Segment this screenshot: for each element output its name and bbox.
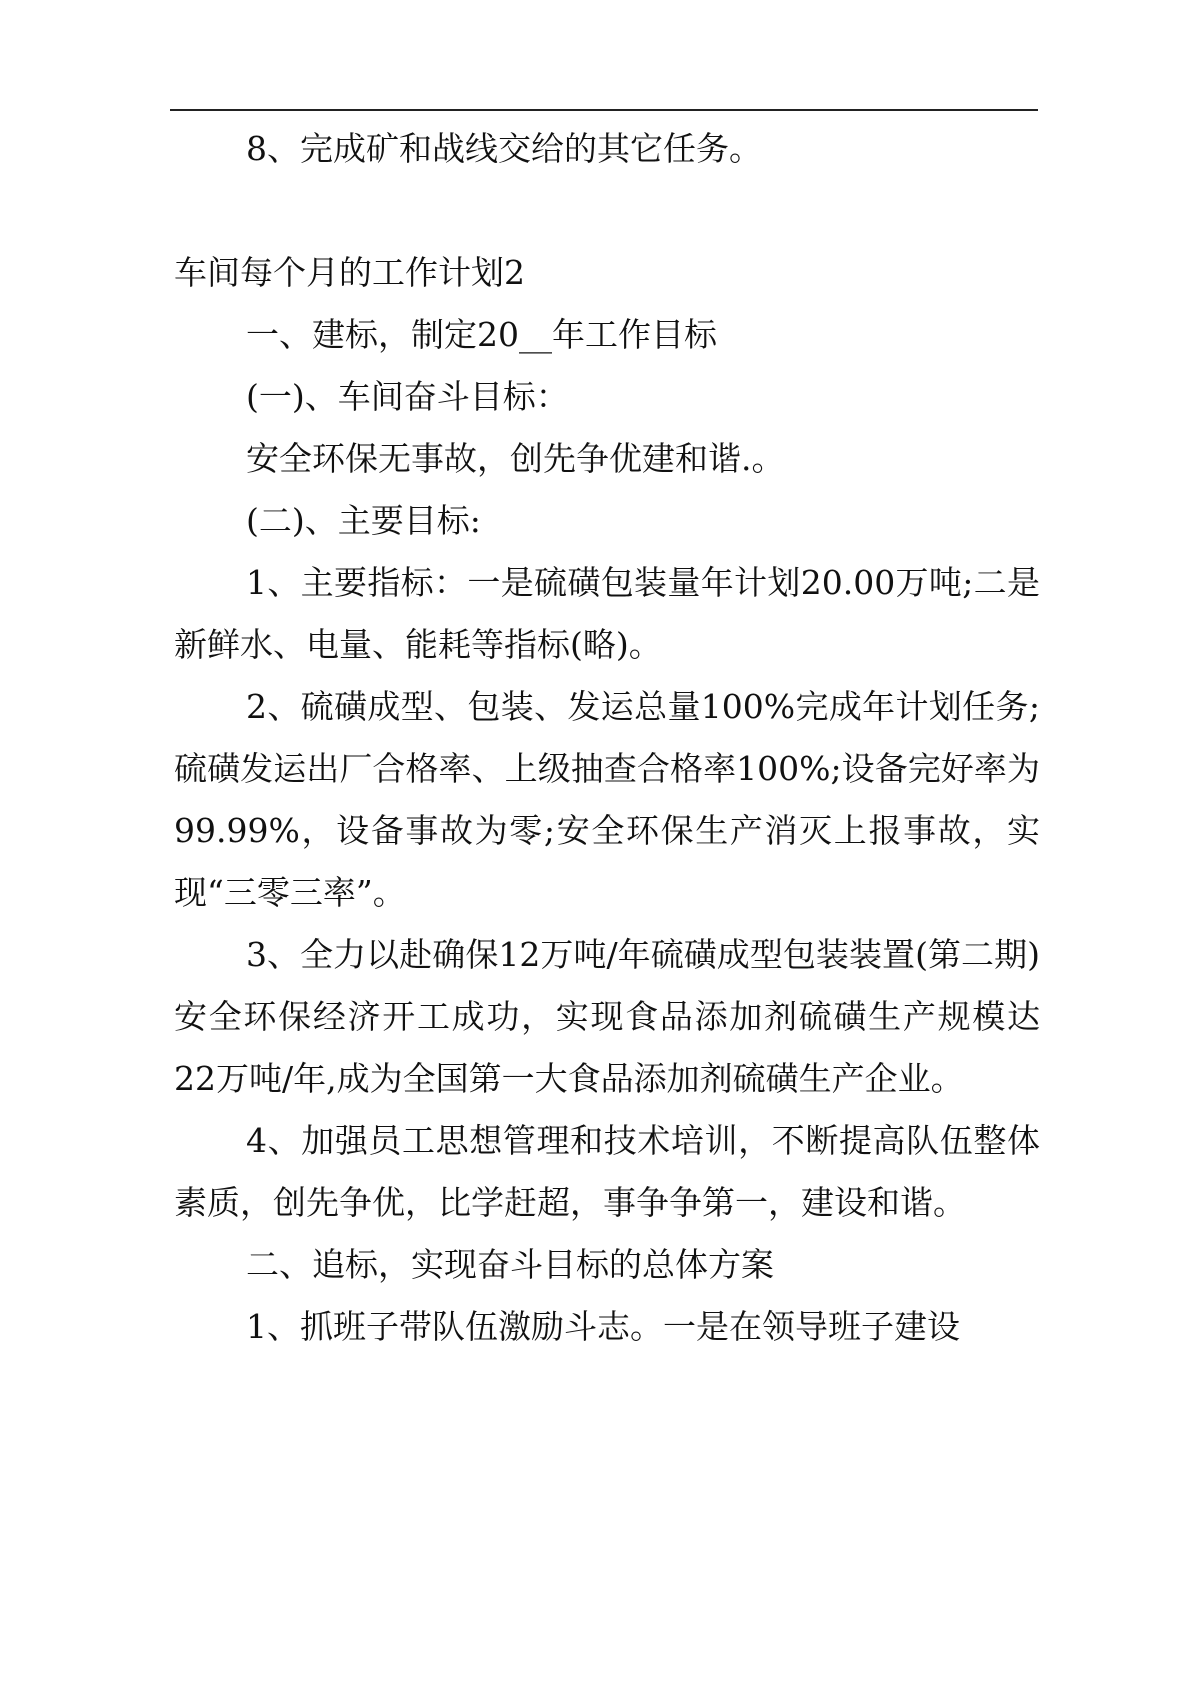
goal-item-3: 3、全力以赴确保12万吨/年硫磺成型包装装置(第二期)安全环保经济开工成功，实现食品添加剂硫磺生产规模达22万吨/年,成为全国第一大食品添加剂硫磺生产企业。: [174, 935, 1040, 1098]
goal-item-4: 4、加强员工思想管理和技术培训，不断提高队伍整体素质，创先争优，比学赶超，事争争第一，建设和谐。: [174, 1121, 1040, 1222]
list-item-task-8: 8、完成矿和战线交给的其它任务。: [246, 129, 762, 168]
document-body: [174, 118, 1040, 1358]
section-title: 车间每个月的工作计划2: [174, 253, 525, 292]
goal-statement: 安全环保无事故，创先争优建和谐.。: [246, 439, 785, 478]
goal-item-2: 2、硫磺成型、包装、发运总量100%完成年计划任务;硫磺发运出厂合格率、上级抽查合格率100%;设备完好率为99.99%，设备事故为零;安全环保生产消灭上报事故，实现“三零三率”。: [174, 687, 1040, 912]
plan-item-1: 1、抓班子带队伍激励斗志。一是在领导班子建设: [246, 1307, 960, 1346]
subheading-main-goals: (二)、主要目标:: [246, 501, 481, 540]
goal-item-1: 1、主要指标：一是硫磺包装量年计划20.00万吨;二是新鲜水、电量、能耗等指标(略)。: [174, 563, 1040, 664]
header-divider: [170, 109, 1038, 111]
heading-set-targets: 一、建标，制定20__年工作目标: [246, 315, 717, 354]
subheading-workshop-goal: (一)、车间奋斗目标：: [246, 377, 569, 416]
heading-overall-plan: 二、追标，实现奋斗目标的总体方案: [246, 1245, 774, 1284]
